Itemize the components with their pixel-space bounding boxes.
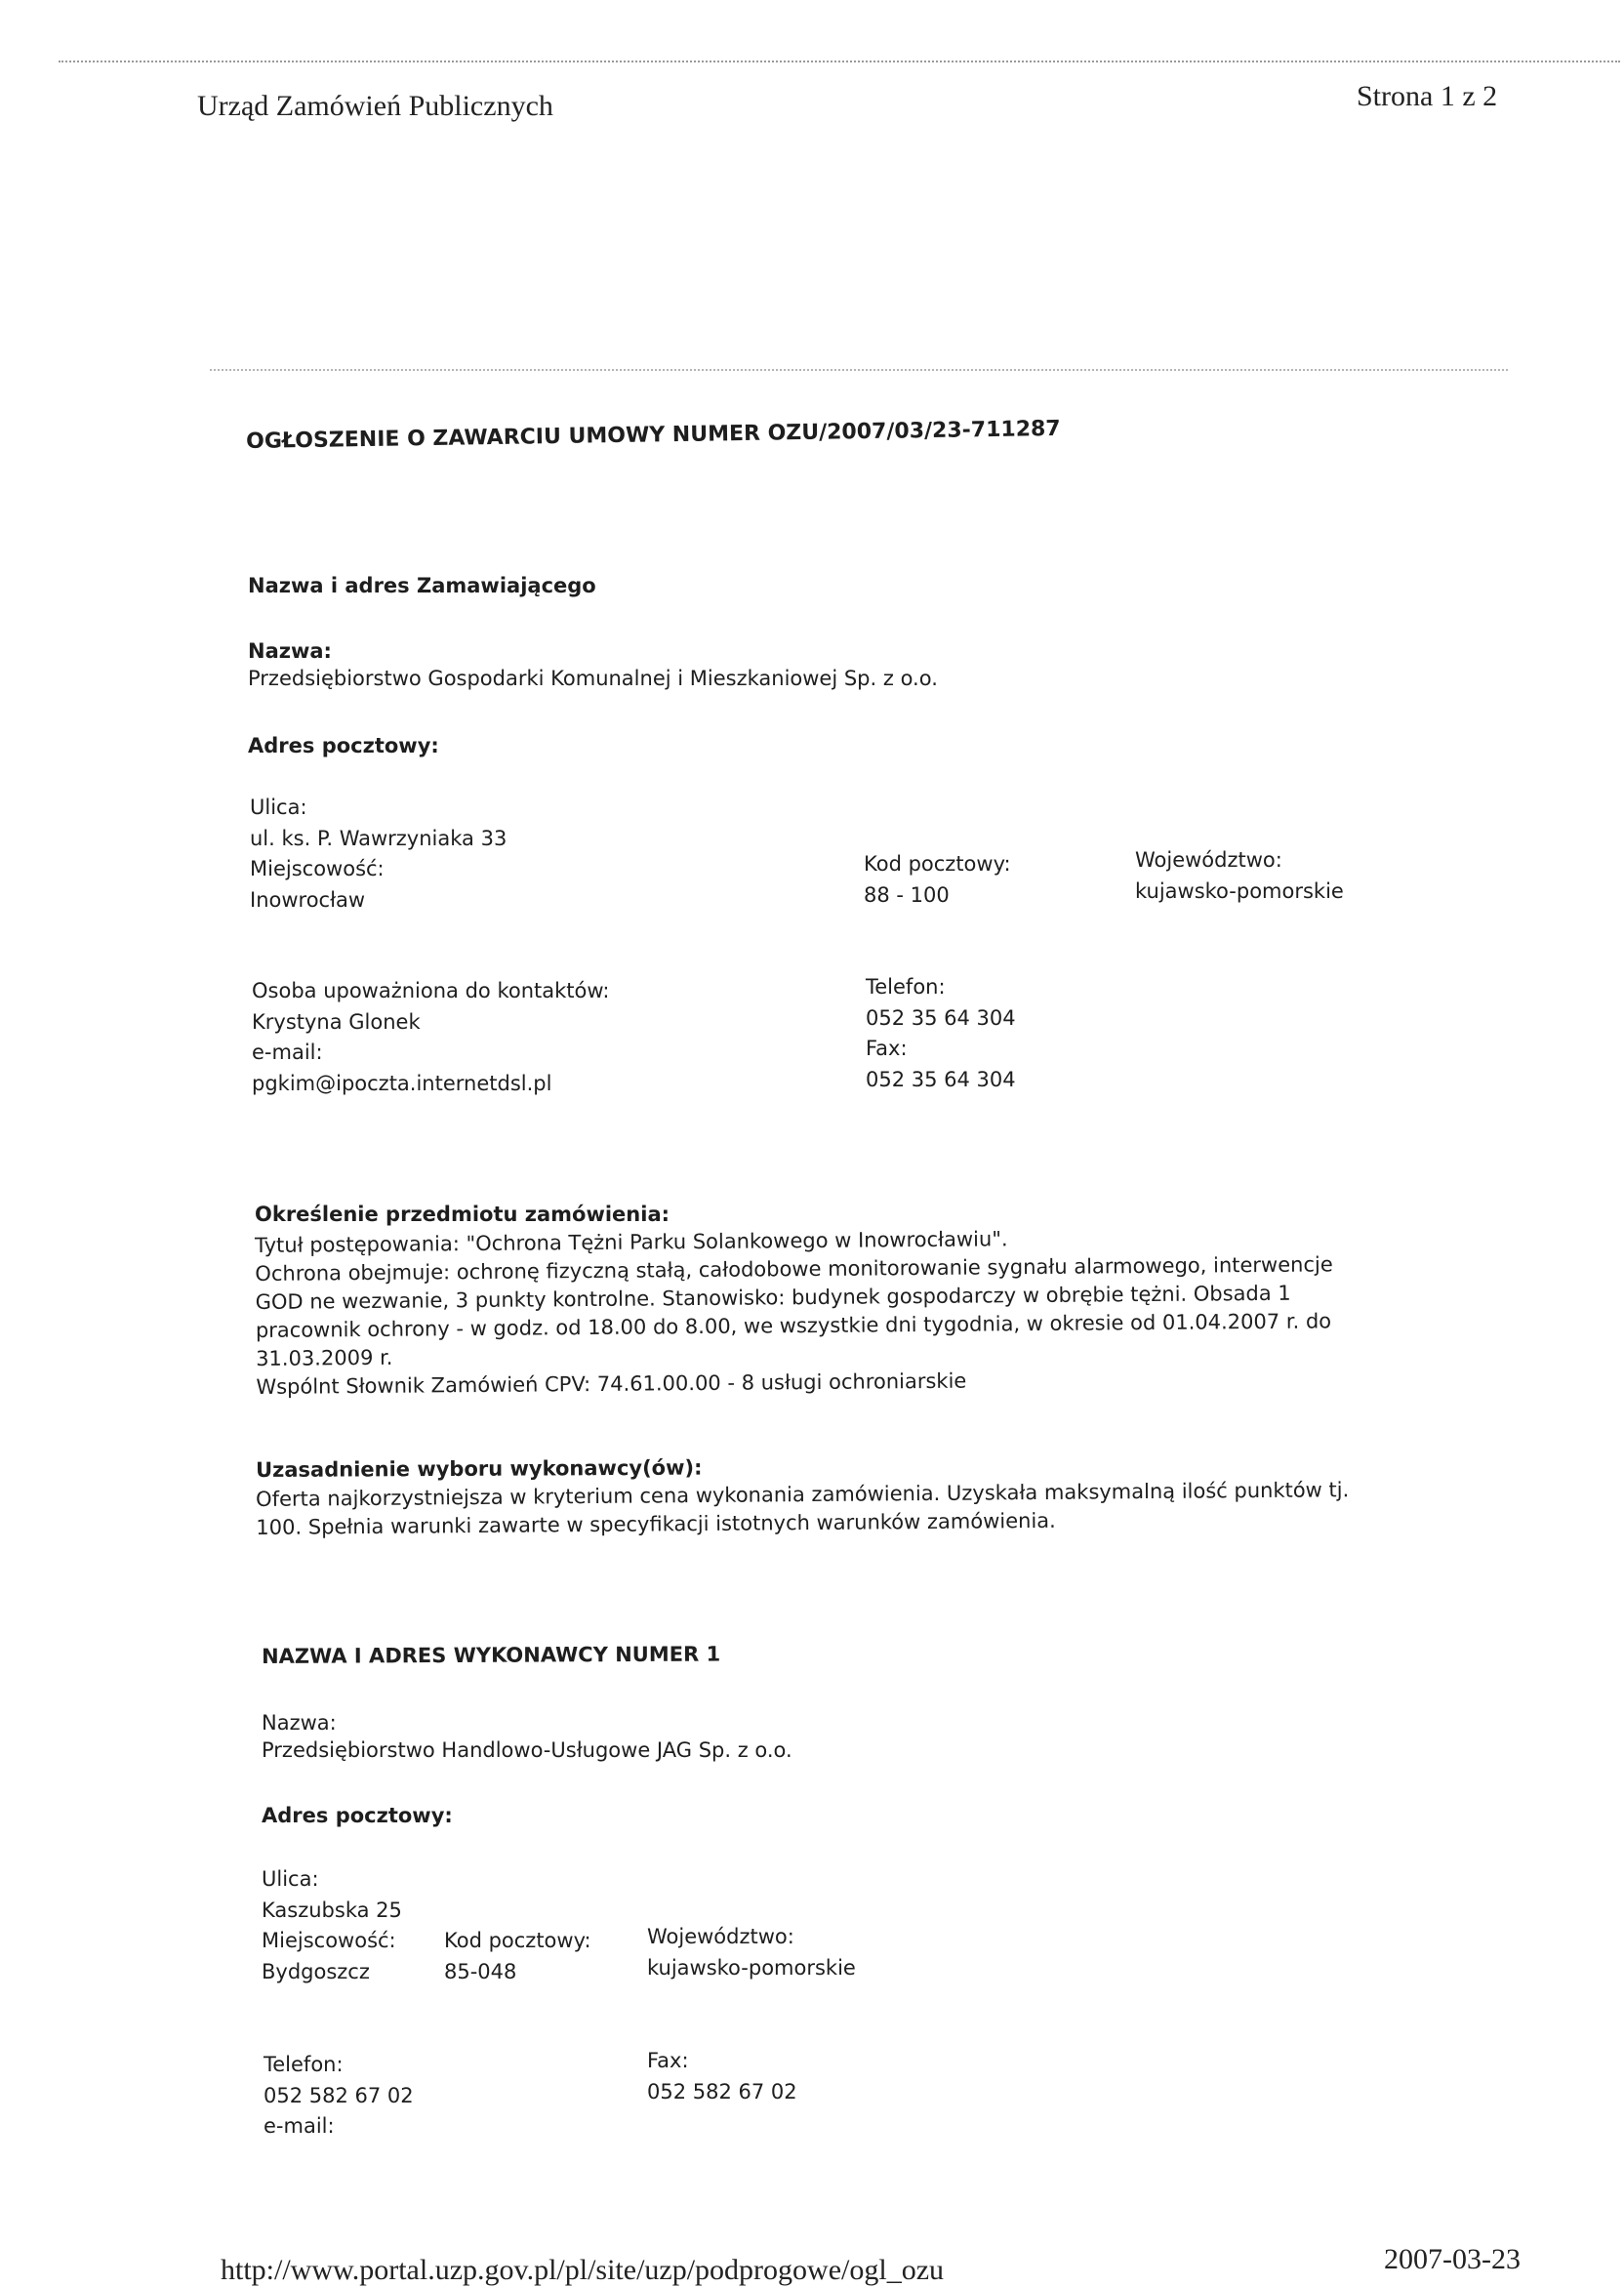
- fax-label: Fax:: [866, 1037, 908, 1060]
- zamawiajacy-region-block: [1135, 845, 1344, 907]
- uzasadnienie-line: 100. Spełnia warunki zawarte w specyfikacji istotnych warunków zamówienia.: [256, 1508, 1056, 1539]
- city-label: Miejscowość:: [250, 857, 385, 880]
- zip-value: 85-048: [444, 1959, 517, 1983]
- fax-value: 052 582 67 02: [647, 2079, 797, 2103]
- zamawiajacy-phone-block: [866, 972, 1016, 1095]
- footer-url: http://www.portal.uzp.gov.pl/pl/site/uzp/podprogowe/ogl_ozu: [221, 2254, 945, 2286]
- document-title: OGŁOSZENIE O ZAWARCIU UMOWY NUMER OZU/2007/03/23-711287: [246, 416, 1061, 454]
- przedmiot-line: Tytuł postępowania: "Ochrona Tężni Parku Solankowego w Inowrocławiu".: [255, 1227, 1008, 1257]
- wykonawca-name-label: Nazwa:: [262, 1711, 337, 1735]
- section-heading-zamawiajacy: Nazwa i adres Zamawiającego: [248, 574, 596, 597]
- przedmiot-text: [255, 1222, 1334, 1402]
- zip-label: Kod pocztowy:: [444, 1929, 591, 1952]
- email-value: pgkim@ipoczta.internetdsl.pl: [252, 1071, 552, 1095]
- phone-label: Telefon:: [264, 2053, 344, 2076]
- top-rule: [59, 61, 1620, 62]
- zip-label: Kod pocztowy:: [864, 852, 1011, 876]
- przedmiot-line: Wspólnt Słownik Zamówień CPV: 74.61.00.00 - 8 usługi ochroniarskie: [256, 1368, 967, 1399]
- przedmiot-line: Ochrona obejmuje: ochronę fizyczną stałą, całodobowe monitorowanie sygnału alarmowego, interwencje: [255, 1252, 1333, 1286]
- street-label: Ulica:: [250, 796, 307, 819]
- street-label: Ulica:: [262, 1867, 319, 1891]
- email-label: e-mail:: [252, 1041, 323, 1064]
- footer-date: 2007-03-23: [1384, 2243, 1521, 2275]
- region-value: kujawsko-pomorskie: [1135, 878, 1344, 903]
- zamawiajacy-name-value: Przedsiębiorstwo Gospodarki Komunalnej i Mieszkaniowej Sp. z o.o.: [248, 667, 938, 690]
- wykonawca-address-heading: Adres pocztowy:: [262, 1804, 453, 1827]
- phone-label: Telefon:: [866, 975, 946, 999]
- wykonawca-zip-block: [444, 1926, 591, 1987]
- email-label: e-mail:: [264, 2114, 335, 2138]
- zamawiajacy-address-block: [250, 793, 507, 916]
- header-right: Strona 1 z 2: [1357, 80, 1498, 112]
- fax-label: Fax:: [647, 2049, 689, 2072]
- zip-value: 88 - 100: [864, 882, 950, 907]
- przedmiot-line: pracownik ochrony - w godz. od 18.00 do 8.00, we wszystkie dni tygodnia, w okresie od 01.04.2007 r. do: [255, 1309, 1332, 1342]
- contact-value: Krystyna Glonek: [252, 1009, 421, 1034]
- region-label: Województwo:: [647, 1925, 794, 1948]
- region-label: Województwo:: [1135, 848, 1282, 872]
- header-rule: [210, 369, 1508, 371]
- city-value: Inowrocław: [250, 887, 366, 912]
- uzasadnienie-text: [256, 1476, 1350, 1542]
- section-heading-uzasadnienie: Uzasadnienie wyboru wykonawcy(ów):: [256, 1455, 703, 1482]
- zamawiajacy-contact-block: [252, 976, 609, 1099]
- header-left: Urząd Zamówień Publicznych: [197, 90, 553, 122]
- wykonawca-address-block: [262, 1864, 402, 1987]
- wykonawca-phone-block: [264, 2050, 414, 2143]
- phone-value: 052 582 67 02: [264, 2083, 414, 2107]
- city-value: Bydgoszcz: [262, 1959, 370, 1983]
- uzasadnienie-line: Oferta najkorzystniejsza w kryterium cena wykonania zamówienia. Uzyskała maksymalną ilość punktów tj.: [256, 1478, 1350, 1511]
- city-label: Miejscowość:: [262, 1929, 396, 1952]
- section-heading-wykonawca: NAZWA I ADRES WYKONAWCY NUMER 1: [262, 1642, 721, 1668]
- wykonawca-fax-block: [647, 2046, 797, 2107]
- przedmiot-line: 31.03.2009 r.: [256, 1345, 393, 1370]
- zamawiajacy-address-heading: Adres pocztowy:: [248, 734, 439, 757]
- street-value: ul. ks. P. Wawrzyniaka 33: [250, 826, 508, 850]
- zamawiajacy-zip-block: [864, 849, 1011, 911]
- fax-value: 052 35 64 304: [866, 1067, 1016, 1091]
- street-value: Kaszubska 25: [262, 1898, 402, 1922]
- section-heading-przedmiot: Określenie przedmiotu zamówienia:: [255, 1203, 670, 1226]
- region-value: kujawsko-pomorskie: [647, 1955, 856, 1980]
- wykonawca-region-block: [647, 1922, 856, 1983]
- wykonawca-name-value: Przedsiębiorstwo Handlowo-Usługowe JAG Sp. z o.o.: [262, 1738, 792, 1762]
- przedmiot-line: GOD ne wezwanie, 3 punkty kontrolne. Stanowisko: budynek gospodarczy w obrębie tężni. Obsada 1: [255, 1281, 1291, 1314]
- phone-value: 052 35 64 304: [866, 1005, 1016, 1030]
- zamawiajacy-name-label: Nazwa:: [248, 639, 332, 663]
- contact-label: Osoba upoważniona do kontaktów:: [252, 979, 610, 1002]
